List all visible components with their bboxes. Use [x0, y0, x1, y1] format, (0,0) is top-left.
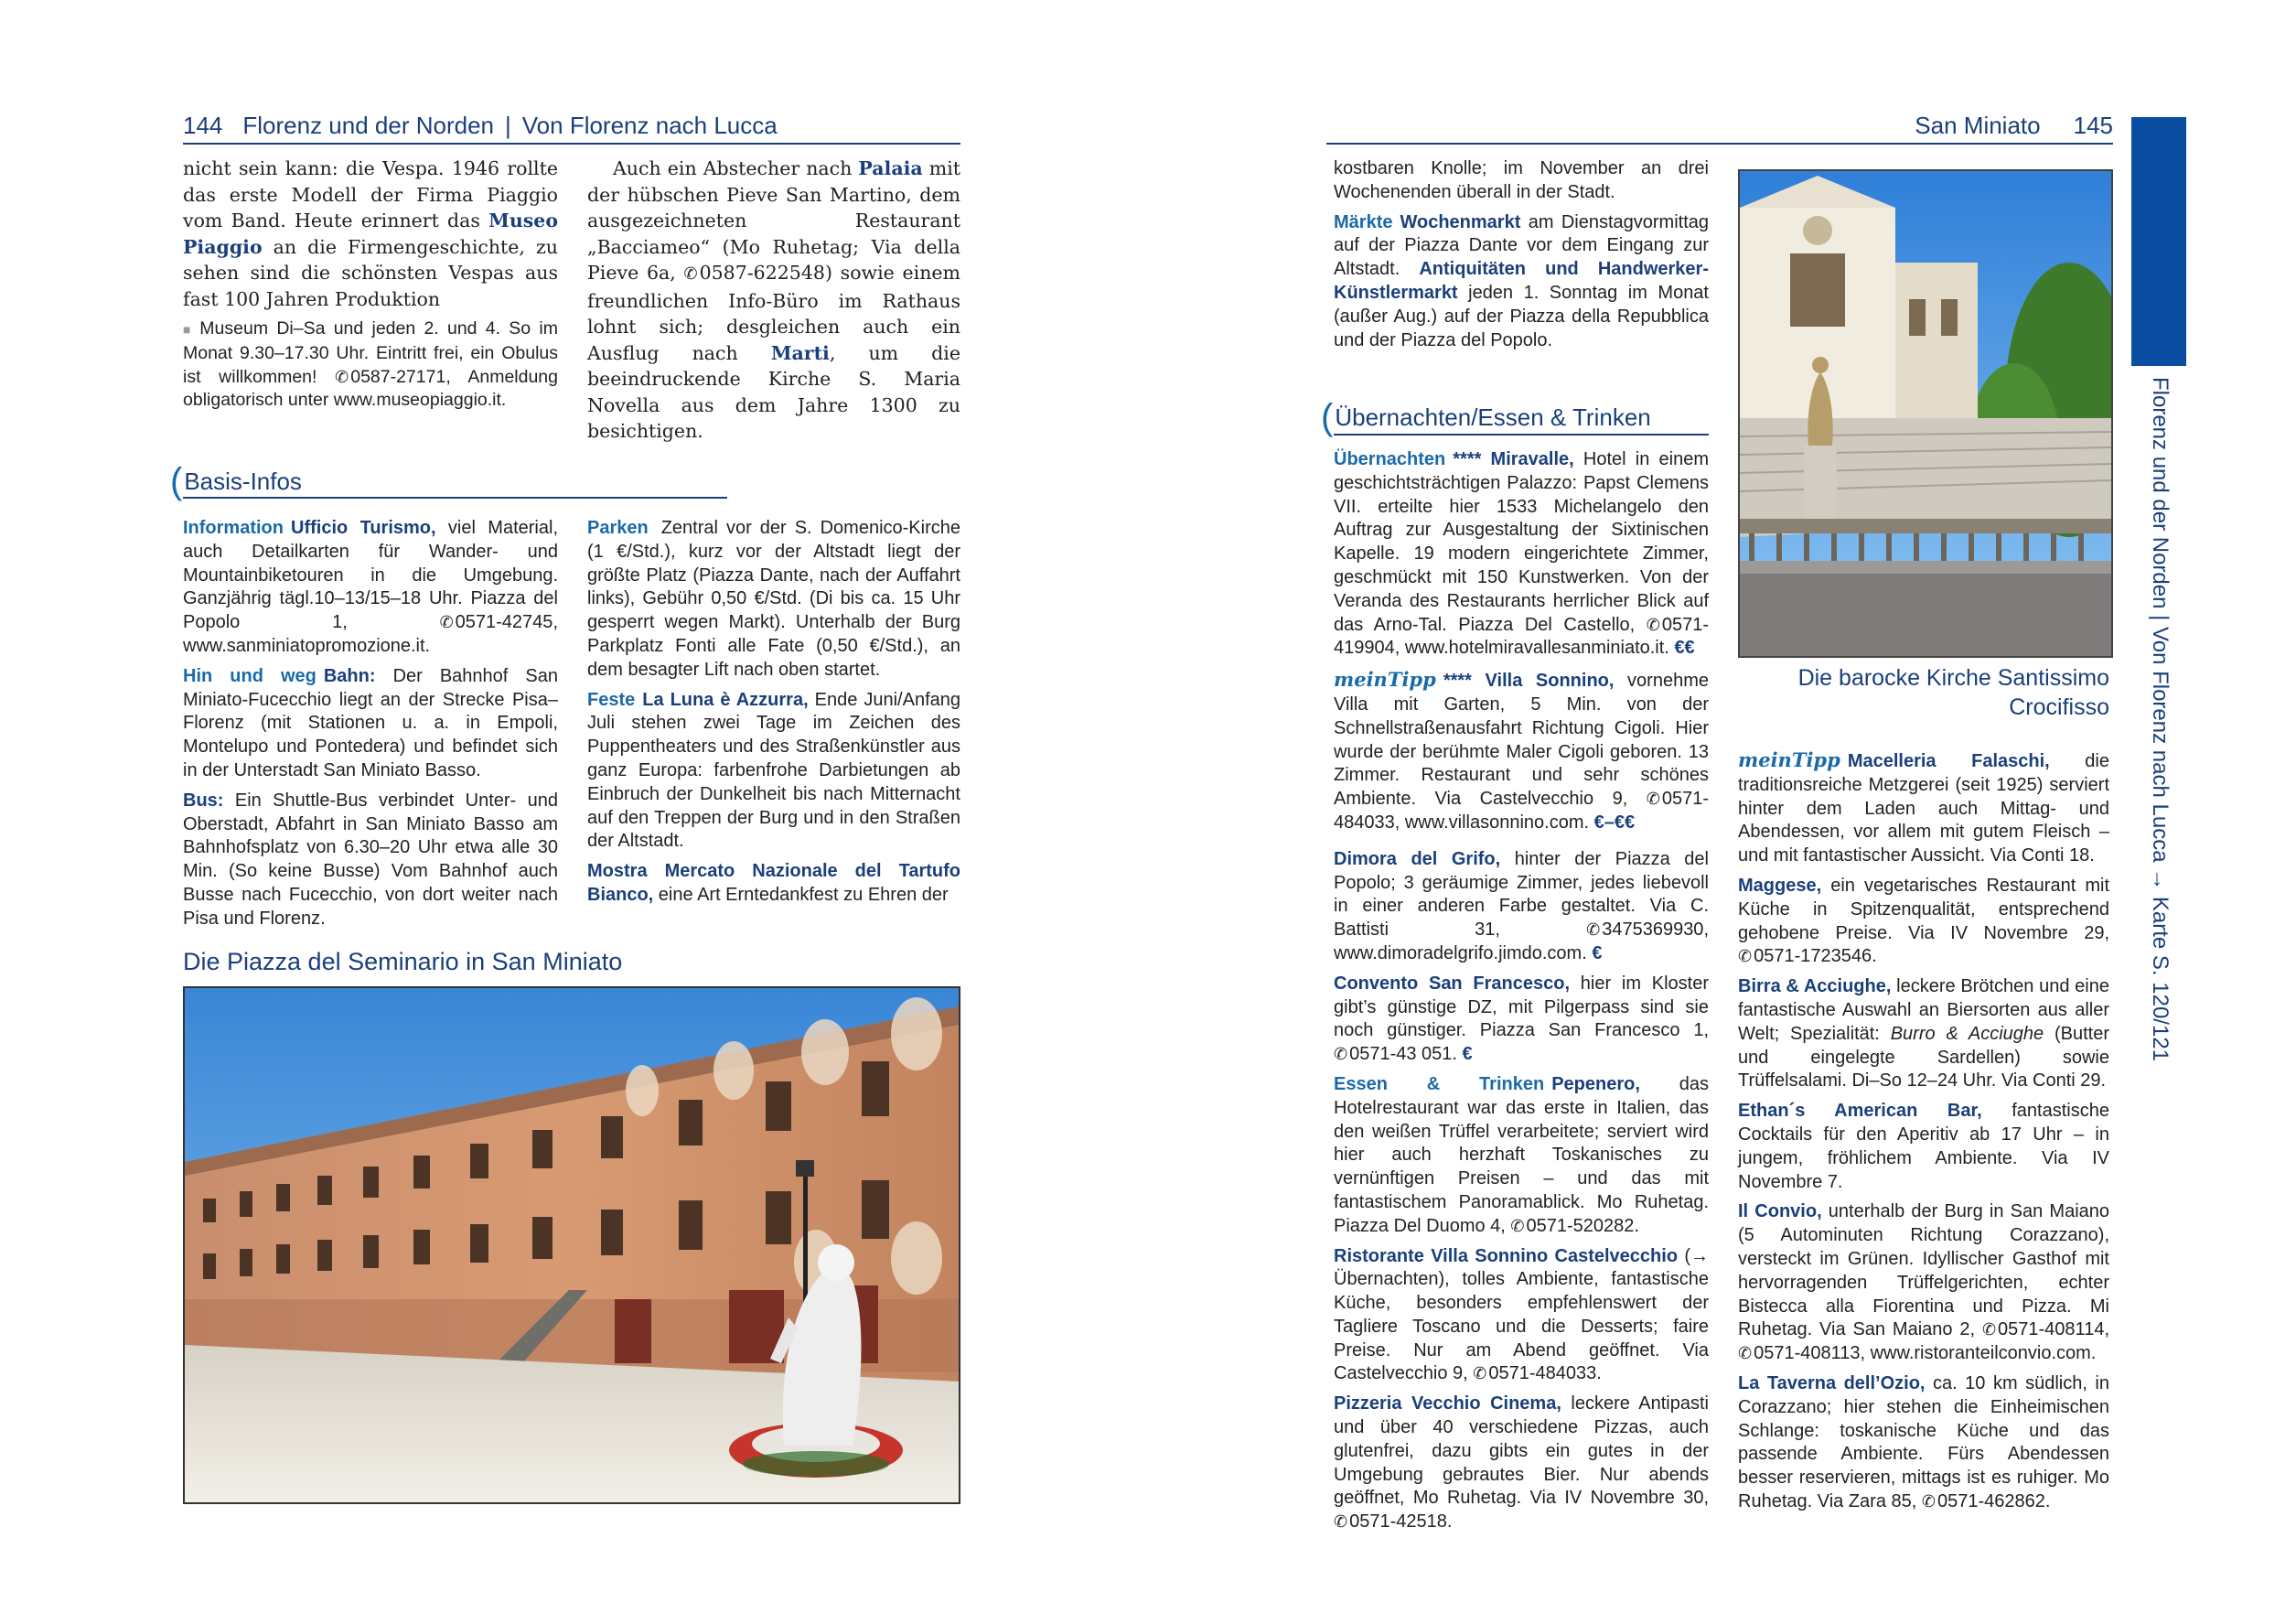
side-tab: [2133, 377, 2186, 1127]
bullet-square-icon: ■: [183, 322, 195, 337]
left-col1: [183, 156, 558, 413]
birra-acciughe-entry: Birra & Acciughe, leckere Brötchen und eine fantastische Auswahl an Biersorten aus aller Welt; Spezialität: Burro & Acciughe (Butter und eingelegte Sardellen) sowie Trüffelsalami. Di–So 12–24 Uhr. Via Conti 29.: [1738, 976, 2110, 1092]
phone-icon: ✆: [1646, 615, 1660, 634]
palaia-name: Palaia: [858, 157, 923, 179]
phone-icon: ✆: [1334, 1045, 1348, 1064]
right-running-title: San Miniato: [1915, 112, 2041, 139]
thumb-tab: [2131, 117, 2186, 366]
info-entry: Information Ufficio Turismo, viel Material, auch Detailkarten für Wander- und Mountainbiketouren in die Umgebung. Ganzjährig tägl.10–13/15–18 Uhr. Piazza del Popolo 1, ✆ 0571-42745, www.sanminiatopromozione.it.: [183, 518, 558, 656]
church-photo-illustration: [1740, 171, 2111, 656]
right-col2: [1738, 748, 2109, 1521]
hin-und-weg-entry: Hin und weg Bahn: Der Bahnhof San Miniato-Fucecchio liegt an der Strecke Pisa–Florenz (mit Stationen u. a. in Empoli, Montelupo und Pontedera) und befindet sich in der Unterstadt San Miniato Basso.: [183, 665, 558, 780]
church-crocifisso-photo: [1738, 169, 2113, 658]
phone-icon: ✆: [1473, 1364, 1487, 1383]
phone-icon: ✆: [1738, 947, 1753, 966]
mostra-entry: Mostra Mercato Nazionale del Tartufo Bianco, eine Art Erntedankfest zu Ehren der: [587, 861, 960, 905]
piazza-photo-illustration: [185, 988, 959, 1502]
phone-icon: ✆: [1510, 1216, 1525, 1235]
ethan-bar-entry: Ethan´s American Bar, fantastische Cocktails für den Aperitiv ab 17 Uhr – in jungem, fröhlichem Ambiente. Via IV Novembre 7.: [1738, 1101, 2109, 1192]
side-tab-text: Florenz und der Norden | Von Florenz nach Lucca → Karte S. 120/121: [2148, 377, 2173, 1062]
basis-infos-rule: [183, 497, 727, 499]
mein-tipp-badge: meinTipp: [1334, 668, 1436, 692]
pizzeria-entry: Pizzeria Vecchio Cinema, leckere Antipasti und über 40 verschiedene Pizzas, auch glutenfrei, dazu gibts ein gutes in der Umgebung gebrautes Bier. Nur abends geöffnet, Mo Ruhetag. Via IV Novembre 30, ✆ 0571-42518.: [1334, 1393, 1709, 1533]
right-col1: [1334, 157, 1709, 359]
phone-icon: ✆: [683, 264, 698, 284]
feste-entry: Feste La Luna è Azzurra, Ende Juni/Anfang Juli stehen zwei Tage im Zeichen des Puppentheaters und des Straßenkünstler aus ganz Europa: farbenfrohe Darbietungen ab Einbruch der Dunkelheit bis nach Mitternacht auf den Treppen der Burg und in den Straßen der Altstadt.: [587, 689, 960, 852]
bracket-ornament-icon: (: [170, 461, 183, 501]
vespa-paragraph: nicht sein kann: die Vespa. 1946 rollte das erste Modell der Firma Piaggio vom Band. Heute erinnert das Museo Piaggio an die Firmengeschichte, zu sehen sind die schönsten Vespas aus fast 100 Jahren Produktion: [183, 157, 558, 310]
villa-sonnino-entry: meinTipp **** Villa Sonnino, vornehme Villa mit Garten, 5 Min. von der Schnellstraßenausfahrt Richtung Cigoli. Hier wurde der berühmte Maler Cigoli geboren. 13 Zimmer. Restaurant und sehr schönes Ambiente. Via Castelvecchio 9, ✆ 0571-484033, www.villasonnino.com. €–€€: [1334, 668, 1709, 833]
right-col1-listing: [1334, 448, 1709, 1541]
ristorante-sonnino-entry: Ristorante Villa Sonnino Castelvecchio (→ Übernachten), tolles Ambiente, fantastische Küche, besonders empfehlenswert der Tagliere Toscano und die Desserts; faire Preise. Nur am Abend geöffnet. Via Castelvecchio 9, ✆ 0571-484033.: [1334, 1245, 1709, 1384]
photo-caption-left: Die Piazza del Seminario in San Miniato: [183, 948, 623, 975]
phone-icon: ✆: [1334, 1512, 1348, 1532]
museum-info: ■ Museum Di–Sa und jeden 2. und 4. So im Monat 9.30–17.30 Uhr. Eintritt frei, ein Obulus ist willkommen! ✆ 0587-27171, Anmeldung obligatorisch unter www.museopiaggio.it.: [183, 318, 558, 411]
museo-piaggio-name: Museo Piaggio: [183, 210, 558, 258]
basis-infos-heading: (Basis-Infos: [170, 461, 302, 501]
dimora-grifo-entry: Dimora del Grifo, hinter der Piazza del Popolo; 3 geräumige Zimmer, jedes liebevoll in einer anderen Farbe gestaltet. Via C. Battisti 31, ✆ 3475369930, www.dimoradelgrifo.jimdo.com. €: [1334, 848, 1709, 963]
phone-icon: ✆: [1981, 1320, 1997, 1339]
piazza-seminario-photo: [183, 986, 960, 1504]
marti-name: Marti: [770, 341, 830, 364]
uebernachten-rule: [1334, 434, 1709, 436]
running-head-separator: |: [505, 112, 511, 139]
photo-caption-right: Die barocke Kirche Santissimo Crocifisso: [1797, 665, 2109, 720]
taverna-ozio-entry: La Taverna dell’Ozio, ca. 10 km südlich, in Corazzano; hier stehen die Einheimischen Schlange: toskanische Küche und das passende Ambiente. Fürs Abendessen besser reservieren, mittags ist es ruhiger. Mo Ruhetag. Via Zara 85, ✆ 0571-462862.: [1738, 1372, 2109, 1511]
phone-icon: ✆: [1921, 1491, 1936, 1511]
left-running-subtitle: Von Florenz nach Lucca: [521, 112, 778, 139]
left-running-head: [183, 112, 960, 140]
il-convio-entry: Il Convio, unterhalb der Burg in San Maiano (5 Autominuten Richtung Corazzano), versteckt im Grünen. Idyllischer Gasthof mit hervorragenden Trüffelgerichten, echter Bistecca alla Fiorentina und Pizza. Mi Ruhetag. Via San Maiano 2, ✆ 0571-408114, ✆ 0571-408113, www.ristoranteilconvio.com.: [1738, 1201, 2110, 1364]
miravalle-entry: Übernachten **** Miravalle, Hotel in einem geschichtsträchtigen Palazzo: Papst Clemens VII. erteilte hier 1533 Michelangelo den Auftrag zur Ausgestaltung der Sixtinischen Kapelle. 19 modern eingerichtete Zimmer, geschmückt mit 150 Kunstwerken. Von der Veranda des Restaurants herrlicher Blick auf das Arno-Tal. Piazza Del Castello, ✆ 0571-419904, www.hotelmiravallesanminiato.it. €€: [1334, 449, 1709, 659]
left-running-title: Florenz und der Norden: [242, 112, 494, 139]
bus-entry: Bus: Ein Shuttle-Bus verbindet Unter- und Oberstadt, Abfahrt in San Miniato Basso am Bahnhofsplatz von 6.30–20 Uhr etwa alle 30 Min. (So keine Busse) Vom Bahnhof auch Busse nach Fucecchio, von dort weiter nach Pisa und Florenz.: [183, 790, 558, 929]
phone-icon: ✆: [335, 367, 349, 386]
maerkte-entry: Märkte Wochenmarkt am Dienstagvormittag auf der Piazza Dante vor dem Eingang zur Altstadt. Antiquitäten und Handwerker-Künstlermarkt jeden 1. Sonntag im Monat (außer Aug.) auf der Piazza della Repubblica und der Piazza del Popolo.: [1334, 211, 1709, 350]
maggese-entry: Maggese, ein vegetarisches Restaurant mit Küche in Spitzenqualität, entsprechend gehobene Preise. Via IV Novembre 29, ✆ 0571-1723546.: [1738, 875, 2109, 967]
phone-icon: ✆: [1738, 1344, 1753, 1363]
right-page-number: 145: [2073, 112, 2113, 139]
phone-icon: ✆: [1646, 790, 1660, 809]
left-page-number: 144: [183, 112, 223, 139]
bracket-ornament-icon: (: [1321, 397, 1334, 437]
mein-tipp-badge: meinTipp: [1738, 748, 1840, 771]
convento-entry: Convento San Francesco, hier im Kloster gibt’s günstige DZ, mit Pilgerpass sind sie noch günstiger. Piazza San Francesco 1, ✆ 0571-43 051. €: [1334, 973, 1709, 1065]
phone-icon: ✆: [1586, 920, 1601, 940]
basis-col1: [183, 517, 558, 938]
falaschi-entry: meinTipp Macelleria Falaschi, die traditionsreiche Metzgerei (seit 1925) serviert hinter dem Laden auch Mittag- und Abendessen, vor allem mit gutem Fleisch – und mit fantastischer Aussicht. Via Conti 18.: [1738, 748, 2109, 866]
knolle-continuation: kostbaren Knolle; im November an drei Wochenenden überall in der Stadt.: [1334, 158, 1709, 202]
phone-icon: ✆: [439, 613, 454, 632]
left-col2: [587, 156, 960, 451]
right-running-head: [1326, 112, 2113, 140]
palaia-paragraph: Auch ein Abstecher nach Palaia mit der hübschen Pieve San Martino, dem ausgezeichneten Restaurant „Bacciameo“ (Mo Ruhetag; Via della Pieve 6a, ✆0587-622548) sowie einem freundlichen Info-Büro im Rathaus lohnt sich; desgleichen auch ein Ausflug nach Marti, um die beeindruckende Kirche S. Maria Novella aus dem Jahre 1300 zu besichtigen.: [587, 157, 960, 442]
basis-col2: [587, 517, 960, 914]
left-head-rule: [183, 143, 960, 145]
parken-entry: Parken Zentral vor der S. Domenico-Kirche (1 €/Std.), kurz vor der Altstadt liegt der größte Platz (Piazza Dante, nach der Auffahrt links), Gebühr 0,50 €/Std. (Di bis ca. 15 Uhr gesperrt wegen Markt). Unterhalb der Burg Parkplatz Fonti alle Fate (0,50 €/Std.), an dem besagter Lift nach oben startet.: [587, 518, 960, 680]
pepenero-entry: Essen & Trinken Pepenero, das Hotelrestaurant war das erste in Italien, das den weißen Trüffel verarbeitete; serviert wird hier auch herzhaft Toskanisches zu vernünftigen Preisen – und das mit fantastischem Panoramablick. Mo Ruhetag. Piazza Del Duomo 4, ✆ 0571-520282.: [1334, 1073, 1709, 1236]
right-head-rule: [1326, 143, 2113, 145]
uebernachten-essen-heading: (Übernachten/Essen & Trinken: [1321, 397, 1651, 437]
